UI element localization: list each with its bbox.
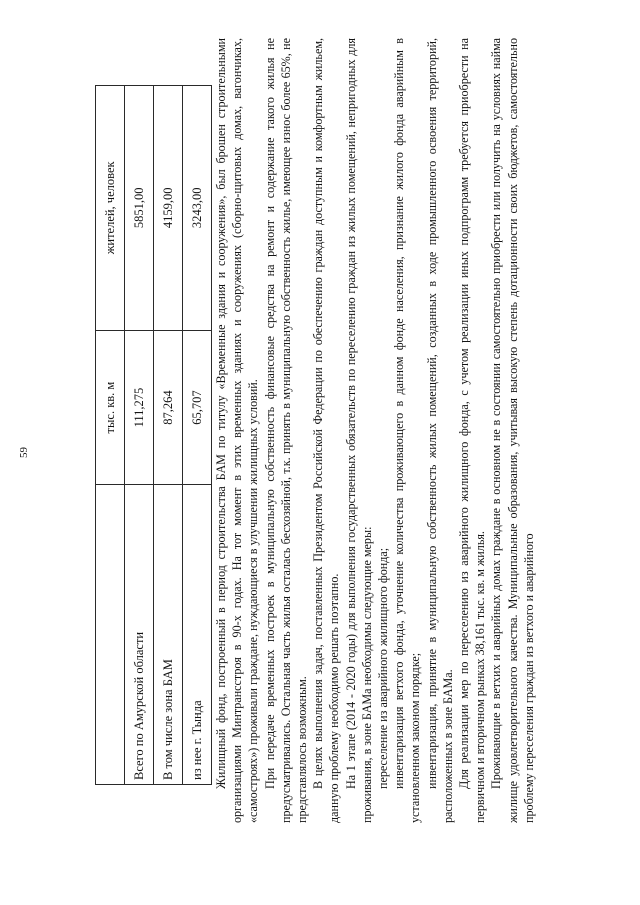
residents-value: 3243,00 — [183, 86, 212, 331]
page-number: 59 — [18, 447, 30, 458]
table-header-cell: жителей, человек — [96, 86, 125, 331]
table-row — [183, 86, 212, 785]
residents-value: 4159,00 — [154, 86, 183, 331]
paragraph: Проживающие в ветхих и аварийных домах граждане в основном не в состоянии самостоятельно приобрести или получить на условиях найма жилище удовлетворительного качества. Муниципальные образования, учитывая высокую степень дотационности своих бюджетов, самостоятельно проблему переселения граждан из ветхого и аварийного — [489, 38, 536, 823]
area-value: 65,707 — [183, 330, 212, 485]
list-item: переселение из аварийного жилищного фонда; — [376, 547, 391, 789]
table-header-cell: тыс. кв. м — [96, 330, 125, 485]
row-label: В том числе зона БАМ — [154, 485, 183, 785]
area-value: 111,275 — [125, 330, 154, 485]
table-row — [125, 86, 154, 785]
paragraph: Для реализации мер по переселению из аварийного жилищного фонда, с учетом реализации иных подпрограмм требуется приобрести на первичном и вторичном рынках 38,161 тыс. кв. м жилья. — [457, 38, 488, 823]
residents-value: 5851,00 — [125, 86, 154, 331]
paragraph: На 1 этапе (2014 - 2020 годы) для выполнения государственных обязательств по переселению граждан из жилых помещений, непригодных для проживания, в зоне БАМа необходимы следующие меры: — [343, 38, 374, 823]
list-item: инвентаризация, принятие в муниципальную собственность жилых помещений, созданных в ходе промышленного освоения территорий, расположенных в зоне БАМа. — [424, 38, 455, 823]
table-header-row — [96, 86, 125, 785]
list-item: инвентаризация ветхого фонда, уточнение количества проживающего в данном фонде населения, признание жилого фонда аварийным в установленном законом порядке; — [392, 38, 423, 823]
housing-table — [95, 85, 212, 785]
paragraph: В целях выполнения задач, поставленных Президентом Российской Федерации по обеспечению граждан доступным и комфортным жильем, данную проблему необходимо решать поэтапно. — [311, 38, 342, 823]
paragraph: При передаче временных построек в муниципальную собственность финансовые средства на ремонт и содержание такого жилья не предусматривались. Остальная часть жилья осталась бесхозяйной, т.к. принять в муниципальную собственность жилье, имеющее износ более 65%, не представлялось возможным. — [262, 38, 310, 823]
row-label: Всего по Амурской области — [125, 485, 154, 785]
row-label: из нее г. Тында — [183, 485, 212, 785]
table-row — [154, 86, 183, 785]
table-header-cell — [96, 485, 125, 785]
body-text — [213, 38, 537, 823]
area-value: 87,264 — [154, 330, 183, 485]
paragraph: Жилищный фонд, построенный в период строительства БАМ по титулу «Временные здания и сооружения», был брошен строительными организациями Минтрансстроя в 90-х годах. На тот момент в этих временных зданиях и сооружениях (сборно-щитовых домах, вагончиках, «самостроях») проживали граждане, нуждающиеся в улучшении жилищных условий. — [214, 38, 261, 823]
